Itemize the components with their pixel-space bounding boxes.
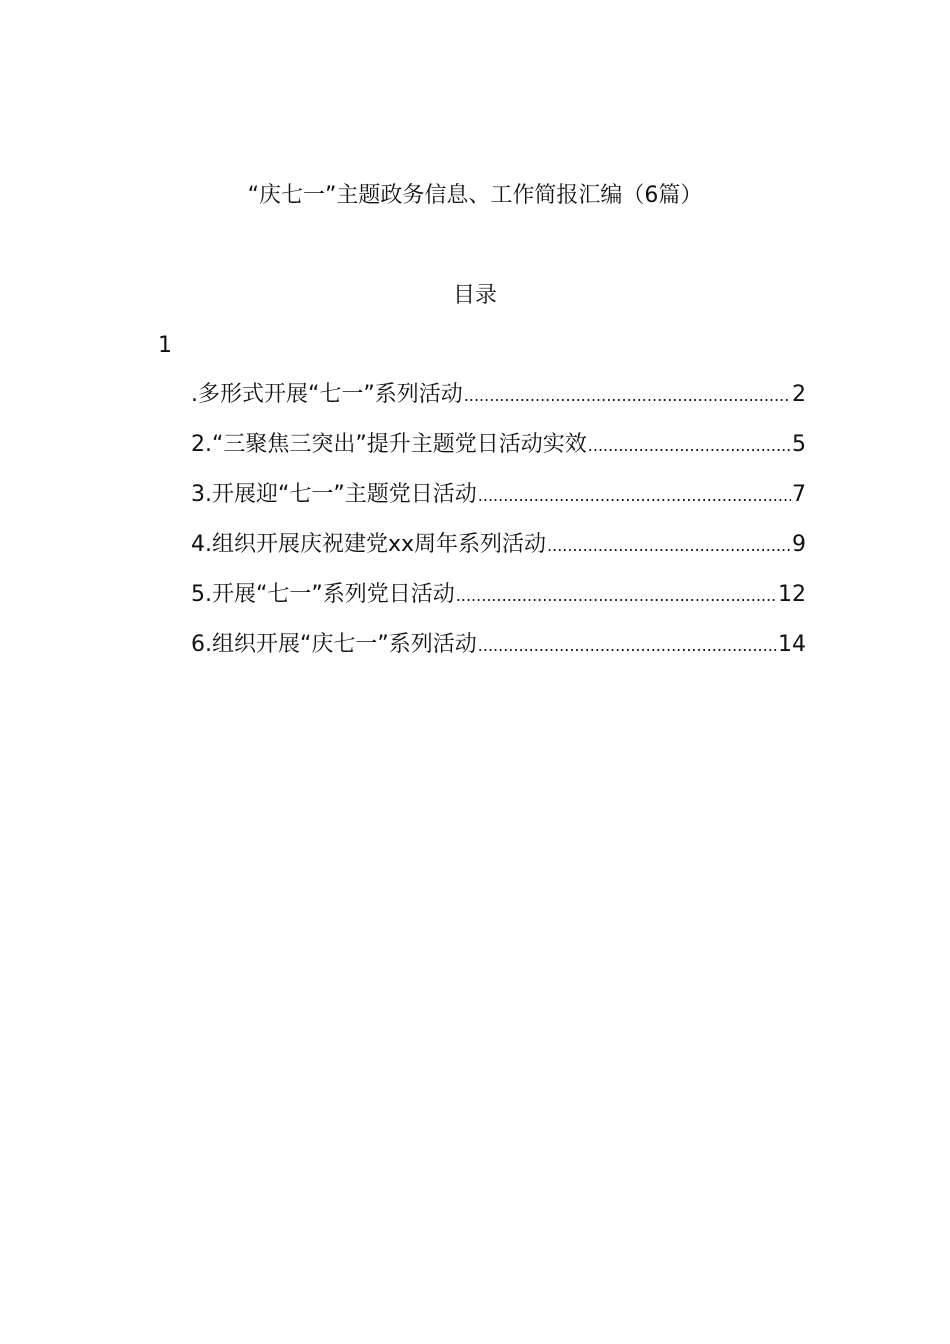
toc-entry-title: .多形式开展“七一”系列活动	[191, 382, 463, 407]
toc-entry-title: 4.组织开展庆祝建党xx周年系列活动	[191, 532, 547, 557]
toc-dot-leader	[478, 626, 777, 666]
toc-entry-page: 7	[792, 482, 806, 507]
toc-dot-leader	[478, 476, 791, 516]
toc-dot-leader	[588, 426, 791, 466]
toc-entry-title: 3.开展迎“七一”主题党日活动	[191, 482, 477, 507]
toc-entry[interactable]	[191, 425, 806, 475]
toc-entry[interactable]	[191, 625, 806, 675]
toc-entry-title: 2.“三聚焦三突出”提升主题党日活动实效	[191, 432, 587, 457]
document-title: “庆七一”主题政务信息、工作简报汇编（6篇）	[247, 183, 703, 208]
toc-entry[interactable]	[191, 575, 806, 625]
toc-lead-number: 1	[158, 333, 172, 358]
toc-entry-title: 5.开展“七一”系列党日活动	[191, 582, 455, 607]
toc-entry-page: 2	[792, 382, 806, 407]
toc-list	[191, 375, 806, 675]
toc-heading: 目录	[452, 283, 497, 308]
toc-dot-leader	[464, 376, 791, 416]
toc-dot-leader	[456, 576, 777, 616]
toc-entry[interactable]	[191, 525, 806, 575]
toc-entry[interactable]	[191, 475, 806, 525]
toc-entry-page: 9	[792, 532, 806, 557]
toc-entry-page: 14	[778, 632, 806, 657]
toc-entry[interactable]	[191, 375, 806, 425]
toc-dot-leader	[547, 526, 791, 566]
toc-entry-title: 6.组织开展“庆七一”系列活动	[191, 632, 477, 657]
toc-entry-page: 12	[778, 582, 806, 607]
toc-entry-page: 5	[792, 432, 806, 457]
